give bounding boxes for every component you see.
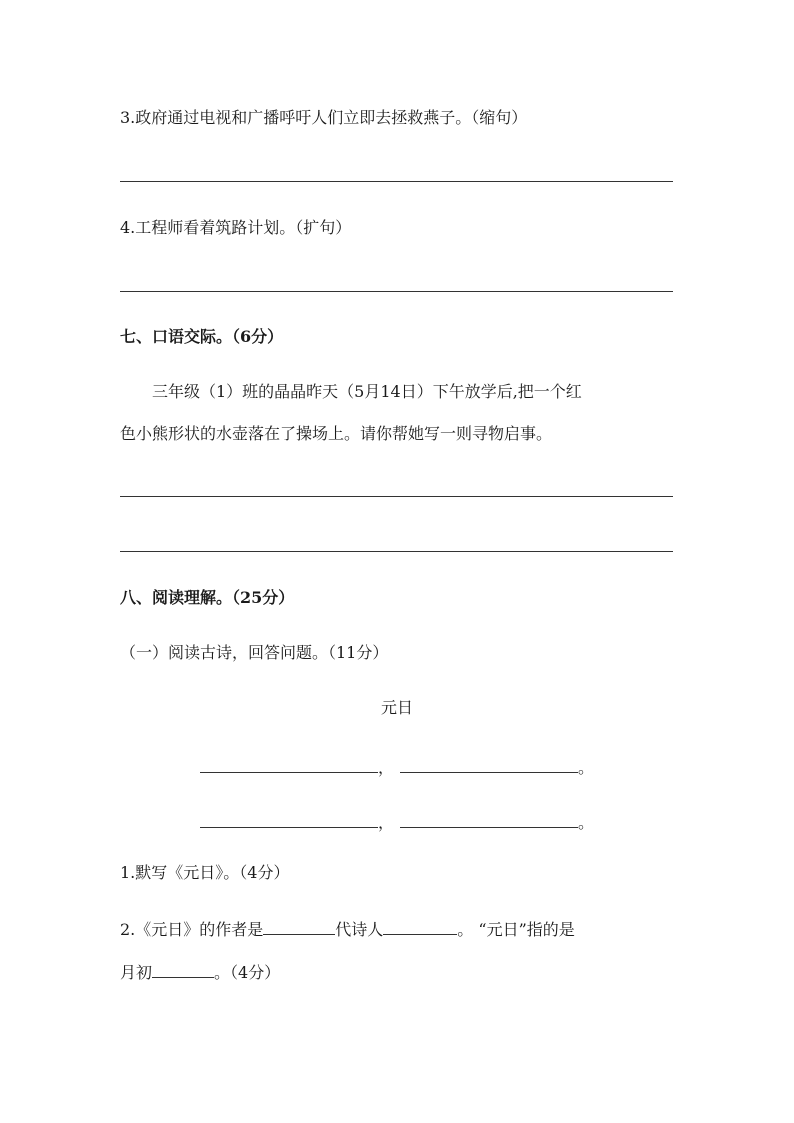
- poem-blank-1[interactable]: [200, 756, 378, 773]
- question-2-part-1: 2.《元日》的作者是: [120, 920, 264, 939]
- question-2-line-2-part-1: 月初: [120, 963, 153, 982]
- answer-line-s7-2[interactable]: [120, 551, 673, 552]
- question-1-text: 1.默写《元日》。（4分）: [120, 863, 290, 882]
- question-2-part-3: 。 “元日”指的是: [457, 920, 575, 939]
- question-3-text: 3.政府通过电视和广播呼吁人们立即去拯救燕子。（缩句）: [120, 108, 528, 127]
- poem-period: 。: [578, 758, 595, 777]
- poem-line-2: [200, 811, 594, 833]
- poem-blank-4[interactable]: [400, 811, 578, 828]
- poem-period: 。: [578, 813, 595, 832]
- section-7-paragraph-line-1: 三年级（1）班的晶晶昨天（5月14日）下午放学后,把一个红: [152, 382, 582, 401]
- poem-comma: ，: [378, 813, 395, 832]
- yuanri-meaning-blank[interactable]: [152, 961, 214, 978]
- question-2-line-1: [120, 918, 575, 940]
- author-name-blank[interactable]: [383, 918, 457, 935]
- poem-line-1: [200, 756, 594, 778]
- answer-line-s7-1[interactable]: [120, 496, 673, 497]
- section-7-heading: 七、口语交际。（6分）: [120, 327, 284, 346]
- poem-title: 元日: [380, 698, 413, 717]
- poem-comma: ，: [378, 758, 395, 777]
- poem-blank-3[interactable]: [200, 811, 378, 828]
- question-2-line-2-part-2: 。（4分）: [214, 963, 281, 982]
- author-dynasty-blank[interactable]: [263, 918, 335, 935]
- answer-line-q3[interactable]: [120, 181, 673, 182]
- section-8-heading: 八、阅读理解。（25分）: [120, 588, 295, 607]
- question-4-text: 4.工程师看着筑路计划。（扩句）: [120, 218, 352, 237]
- answer-line-q4[interactable]: [120, 291, 673, 292]
- question-2-part-2: 代诗人: [335, 920, 384, 939]
- question-2-line-2: [120, 961, 280, 983]
- subsection-1-title: （一）阅读古诗，回答问题。（11分）: [120, 643, 389, 662]
- poem-blank-2[interactable]: [400, 756, 578, 773]
- section-7-paragraph-line-2: 色小熊形状的水壶落在了操场上。请你帮她写一则寻物启事。: [120, 424, 553, 443]
